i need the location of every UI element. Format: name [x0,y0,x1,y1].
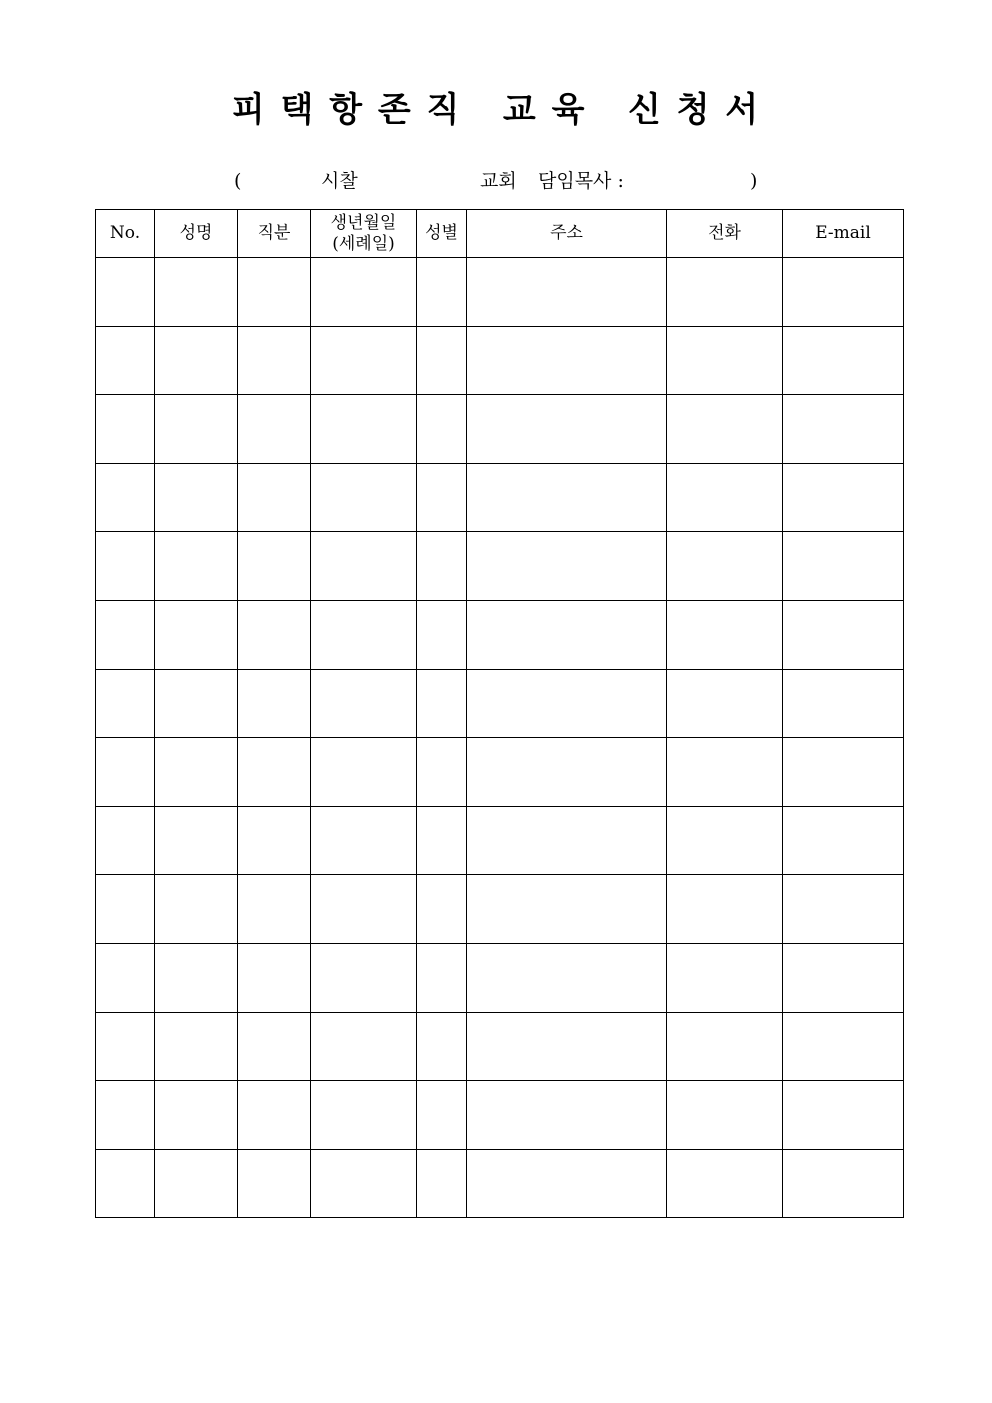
no-cell[interactable] [96,326,155,395]
table-row [96,1012,904,1081]
table-row [96,1081,904,1150]
birthdate-cell[interactable] [311,738,417,807]
gender-cell[interactable] [417,395,467,464]
birthdate-cell[interactable] [311,669,417,738]
address-cell[interactable] [467,1012,667,1081]
name-cell[interactable] [155,806,238,875]
name-cell[interactable] [155,532,238,601]
phone-cell[interactable] [667,943,783,1012]
gender-cell[interactable] [417,1081,467,1150]
name-cell[interactable] [155,943,238,1012]
gender-cell[interactable] [417,463,467,532]
header-no: No. [96,210,155,258]
subline-church-label: 교회 [480,170,517,192]
no-cell[interactable] [96,738,155,807]
phone-cell[interactable] [667,875,783,944]
table-row [96,395,904,464]
no-cell[interactable] [96,1012,155,1081]
no-cell[interactable] [96,258,155,327]
birthdate-cell[interactable] [311,1012,417,1081]
gender-cell[interactable] [417,326,467,395]
table-row [96,463,904,532]
address-cell[interactable] [467,258,667,327]
no-cell[interactable] [96,463,155,532]
position-cell[interactable] [238,1081,311,1150]
gender-cell[interactable] [417,738,467,807]
no-cell[interactable] [96,806,155,875]
name-cell[interactable] [155,1149,238,1218]
phone-cell[interactable] [667,532,783,601]
email-cell[interactable] [783,463,904,532]
birthdate-cell[interactable] [311,258,417,327]
birthdate-cell[interactable] [311,326,417,395]
header-birthdate-line1: 생년월일 [330,212,397,233]
name-cell[interactable] [155,326,238,395]
email-cell[interactable] [783,943,904,1012]
table-row [96,875,904,944]
address-cell[interactable] [467,463,667,532]
gender-cell[interactable] [417,600,467,669]
position-cell[interactable] [238,1012,311,1081]
birthdate-cell[interactable] [311,600,417,669]
no-cell[interactable] [96,669,155,738]
header-birthdate-line2: (세례일) [332,233,395,254]
header-gender: 성별 [417,210,467,258]
position-cell[interactable] [238,395,311,464]
email-cell[interactable] [783,326,904,395]
table-body [96,258,904,1218]
gender-cell[interactable] [417,875,467,944]
phone-cell[interactable] [667,258,783,327]
phone-cell[interactable] [667,600,783,669]
position-cell[interactable] [238,806,311,875]
no-cell[interactable] [96,1081,155,1150]
position-cell[interactable] [238,875,311,944]
position-cell[interactable] [238,600,311,669]
table-row [96,738,904,807]
name-cell[interactable] [155,600,238,669]
position-cell[interactable] [238,943,311,1012]
table-row [96,532,904,601]
header-email: E-mail [783,210,904,258]
form-title: 피 택 항 존 직 교 육 신 청 서 [231,90,761,130]
header-phone: 전화 [667,210,783,258]
address-cell[interactable] [467,875,667,944]
table-row [96,669,904,738]
address-cell[interactable] [467,395,667,464]
birthdate-cell[interactable] [311,943,417,1012]
header-name: 성명 [155,210,238,258]
application-table [95,209,904,1218]
email-cell[interactable] [783,600,904,669]
birthdate-cell[interactable] [311,1149,417,1218]
phone-cell[interactable] [667,1149,783,1218]
table-header-row [96,210,904,258]
table-row [96,600,904,669]
gender-cell[interactable] [417,943,467,1012]
header-birthdate [311,210,417,258]
subline-close-paren: ) [750,170,758,192]
position-cell[interactable] [238,738,311,807]
gender-cell[interactable] [417,258,467,327]
address-cell[interactable] [467,532,667,601]
name-cell[interactable] [155,463,238,532]
phone-cell[interactable] [667,669,783,738]
position-cell[interactable] [238,326,311,395]
email-cell[interactable] [783,806,904,875]
email-cell[interactable] [783,875,904,944]
birthdate-cell[interactable] [311,875,417,944]
table-row [96,806,904,875]
no-cell[interactable] [96,1149,155,1218]
name-cell[interactable] [155,258,238,327]
position-cell[interactable] [238,1149,311,1218]
name-cell[interactable] [155,395,238,464]
birthdate-cell[interactable] [311,395,417,464]
no-cell[interactable] [96,600,155,669]
address-cell[interactable] [467,326,667,395]
address-cell[interactable] [467,738,667,807]
address-cell[interactable] [467,943,667,1012]
no-cell[interactable] [96,395,155,464]
phone-cell[interactable] [667,463,783,532]
email-cell[interactable] [783,258,904,327]
no-cell[interactable] [96,875,155,944]
birthdate-cell[interactable] [311,806,417,875]
name-cell[interactable] [155,1081,238,1150]
birthdate-cell[interactable] [311,532,417,601]
header-address: 주소 [467,210,667,258]
name-cell[interactable] [155,1012,238,1081]
phone-cell[interactable] [667,806,783,875]
subline-district-label: 시찰 [321,170,358,192]
phone-cell[interactable] [667,738,783,807]
email-cell[interactable] [783,738,904,807]
header-position: 직분 [238,210,311,258]
subline-open-paren: ( [234,170,242,192]
no-cell[interactable] [96,532,155,601]
address-cell[interactable] [467,669,667,738]
phone-cell[interactable] [667,326,783,395]
address-cell[interactable] [467,600,667,669]
gender-cell[interactable] [417,532,467,601]
table-row [96,943,904,1012]
table-row [96,258,904,327]
name-cell[interactable] [155,738,238,807]
no-cell[interactable] [96,943,155,1012]
birthdate-cell[interactable] [311,463,417,532]
email-cell[interactable] [783,395,904,464]
table-row [96,1149,904,1218]
address-cell[interactable] [467,1149,667,1218]
name-cell[interactable] [155,875,238,944]
phone-cell[interactable] [667,1012,783,1081]
email-cell[interactable] [783,1149,904,1218]
address-cell[interactable] [467,806,667,875]
address-cell[interactable] [467,1081,667,1150]
email-cell[interactable] [783,1012,904,1081]
position-cell[interactable] [238,463,311,532]
gender-cell[interactable] [417,806,467,875]
phone-cell[interactable] [667,1081,783,1150]
email-cell[interactable] [783,1081,904,1150]
position-cell[interactable] [238,532,311,601]
subline-pastor-label: 담임목사 : [538,170,624,192]
birthdate-cell[interactable] [311,1081,417,1150]
position-cell[interactable] [238,258,311,327]
phone-cell[interactable] [667,395,783,464]
table-row [96,326,904,395]
email-cell[interactable] [783,532,904,601]
gender-cell[interactable] [417,669,467,738]
email-cell[interactable] [783,669,904,738]
gender-cell[interactable] [417,1149,467,1218]
position-cell[interactable] [238,669,311,738]
name-cell[interactable] [155,669,238,738]
gender-cell[interactable] [417,1012,467,1081]
